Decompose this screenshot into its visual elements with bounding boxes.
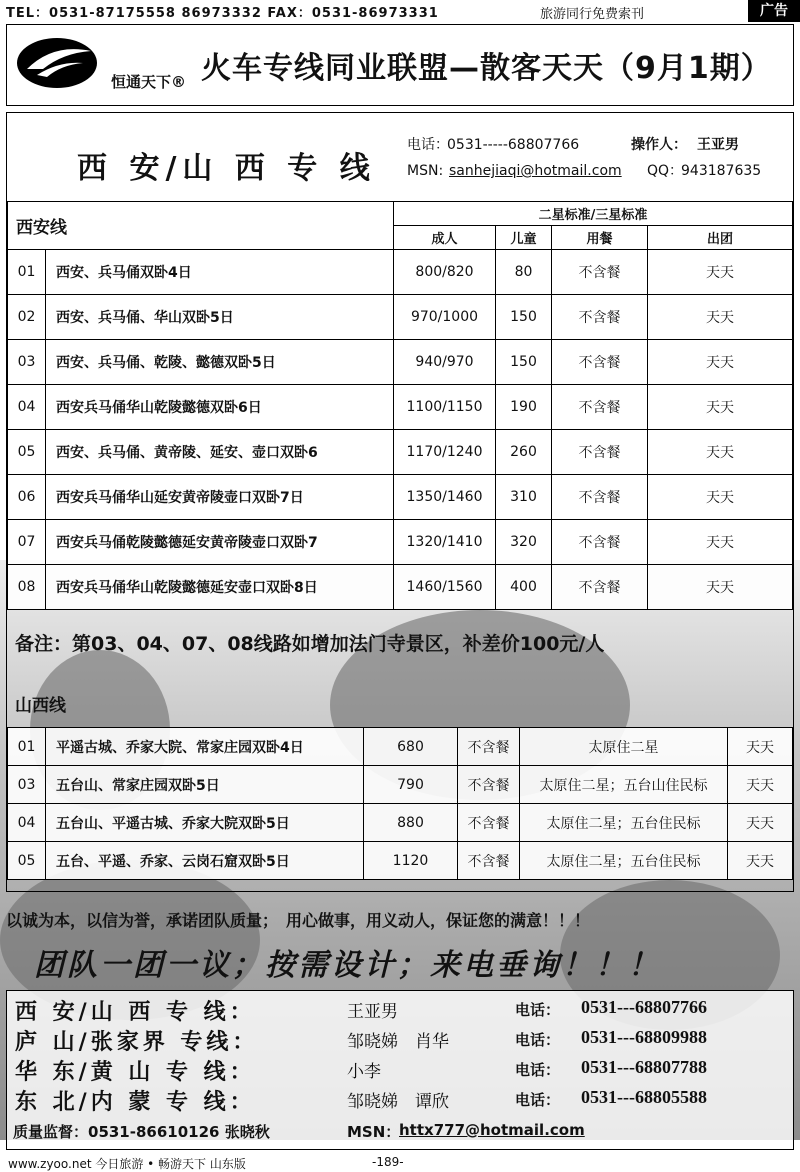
shanxi-route-table (7, 727, 793, 880)
line-contact: 小李 (347, 1062, 381, 1082)
accommodation: 太原住二星；五台住民标 (520, 842, 728, 880)
meal: 不含餐 (552, 565, 648, 610)
meal: 不含餐 (552, 430, 648, 475)
route-number: 07 (8, 520, 46, 565)
operator-label: 操作人： (631, 137, 687, 153)
adult-price: 1460/1560 (394, 565, 496, 610)
msn-label: MSN: (407, 163, 444, 179)
tel-number: 0531---68807766 (581, 997, 707, 1017)
departure: 天天 (728, 804, 793, 842)
footer (0, 1152, 800, 1172)
route-number: 03 (8, 340, 46, 385)
child-price: 320 (496, 520, 552, 565)
meal: 不含餐 (552, 520, 648, 565)
departure: 天天 (728, 728, 793, 766)
table-row (8, 295, 793, 340)
col-child: 儿童 (496, 226, 552, 250)
table-row (8, 430, 793, 475)
line-name: 华 东/黄 山 专 线： (15, 1059, 256, 1085)
route-number: 06 (8, 475, 46, 520)
col-departure: 出团 (648, 226, 793, 250)
child-price: 400 (496, 565, 552, 610)
shanxi-rows (8, 728, 793, 880)
footer-site: www.zyoo.net 今日旅游 • 畅游天下 山东版 (8, 1157, 246, 1171)
table-row (8, 842, 793, 880)
adult-price: 940/970 (394, 340, 496, 385)
table-row (8, 385, 793, 430)
standard-header: 二星标准/三星标准 (394, 202, 793, 226)
operator-name: 王亚男 (697, 137, 739, 153)
departure: 天天 (728, 766, 793, 804)
meal: 不含餐 (458, 804, 520, 842)
departure: 天天 (648, 430, 793, 475)
departure: 天天 (648, 295, 793, 340)
table-row (8, 565, 793, 610)
price: 680 (364, 728, 458, 766)
top-contact: TEL：0531-87175558 86973332 FAX：0531-86973331 (6, 6, 439, 21)
departure: 天天 (648, 385, 793, 430)
tel-number: 0531---68809988 (581, 1027, 707, 1047)
tel-value: 0531-----68807766 (447, 137, 580, 153)
tel-label: 电话： (515, 1061, 561, 1079)
meal: 不含餐 (552, 340, 648, 385)
table-row (8, 766, 793, 804)
route-name: 西安兵马俑乾陵懿德延安黄帝陵壶口双卧7 (46, 520, 394, 565)
meal: 不含餐 (458, 842, 520, 880)
col-meal: 用餐 (552, 226, 648, 250)
header (6, 24, 794, 106)
line-name: 庐 山/张家界 专线： (15, 1029, 259, 1055)
route-number: 04 (8, 385, 46, 430)
adult-price: 800/820 (394, 250, 496, 295)
route-number: 05 (8, 430, 46, 475)
meal: 不含餐 (552, 250, 648, 295)
table-row (8, 475, 793, 520)
qq-value: 943187635 (681, 163, 762, 179)
child-price: 150 (496, 295, 552, 340)
price: 790 (364, 766, 458, 804)
table-row (8, 340, 793, 385)
route-number: 04 (8, 804, 46, 842)
meal: 不含餐 (552, 385, 648, 430)
route-name: 平遥古城、乔家大院、常家庄园双卧4日 (46, 728, 364, 766)
route-name: 西安兵马俑华山乾陵懿德双卧6日 (46, 385, 394, 430)
departure: 天天 (648, 250, 793, 295)
ad-badge: 广告 (748, 0, 800, 22)
adult-price: 1100/1150 (394, 385, 496, 430)
route-name: 西安、兵马俑、华山双卧5日 (46, 295, 394, 340)
child-price: 190 (496, 385, 552, 430)
msn-value[interactable]: sanhejiaqi@hotmail.com (449, 163, 622, 179)
tel-label: 电话： (515, 1001, 561, 1019)
accommodation: 太原住二星 (520, 728, 728, 766)
route-number: 01 (8, 728, 46, 766)
table-row (8, 804, 793, 842)
adult-price: 970/1000 (394, 295, 496, 340)
accommodation: 太原住二星；五台住民标 (520, 804, 728, 842)
line-contact: 邹晓娣 肖华 (347, 1032, 449, 1052)
meal: 不含餐 (458, 766, 520, 804)
meal: 不含餐 (552, 475, 648, 520)
route-name: 西安兵马俑华山延安黄帝陵壶口双卧7日 (46, 475, 394, 520)
tel-number: 0531---68807788 (581, 1057, 707, 1077)
xian-rows (8, 250, 793, 610)
price: 880 (364, 804, 458, 842)
line-contact: 王亚男 (347, 1002, 398, 1022)
line-contact: 邹晓娣 谭欣 (347, 1092, 449, 1112)
route-name: 西安、兵马俑、乾陵、懿德双卧5日 (46, 340, 394, 385)
route-name: 西安、兵马俑、黄帝陵、延安、壶口双卧6 (46, 430, 394, 475)
panel-title: 西 安/山 西 专 线 (77, 151, 376, 186)
route-name: 五台山、平遥古城、乔家大院双卧5日 (46, 804, 364, 842)
departure: 天天 (648, 520, 793, 565)
meal: 不含餐 (552, 295, 648, 340)
adult-price: 1170/1240 (394, 430, 496, 475)
adult-price: 1320/1410 (394, 520, 496, 565)
child-price: 310 (496, 475, 552, 520)
route-number: 02 (8, 295, 46, 340)
child-price: 260 (496, 430, 552, 475)
departure: 天天 (648, 565, 793, 610)
service-slogan: 以诚为本，以信为誉，承诺团队质量； 用心做事，用义动人，保证您的满意！！！ (6, 911, 591, 930)
departure: 天天 (728, 842, 793, 880)
tel-label: 电话： (515, 1091, 561, 1109)
page-title: 火车专线同业联盟—散客天天（9月1期） (201, 51, 772, 86)
xian-route-table (7, 201, 793, 610)
publication-subtitle: 旅游同行免费索刊 (540, 7, 645, 22)
shanxi-section-title: 山西线 (15, 696, 66, 716)
tel-number: 0531---68805588 (581, 1087, 707, 1107)
child-price: 80 (496, 250, 552, 295)
child-price: 150 (496, 340, 552, 385)
qq-label: QQ： (647, 163, 684, 179)
price: 1120 (364, 842, 458, 880)
table-row (8, 250, 793, 295)
table-row (8, 520, 793, 565)
route-number: 01 (8, 250, 46, 295)
call-slogan: 团队一团一议；按需设计；来电垂询！！！ (34, 948, 661, 983)
contact-box (6, 990, 794, 1150)
departure: 天天 (648, 475, 793, 520)
adult-price: 1350/1460 (394, 475, 496, 520)
route-number: 05 (8, 842, 46, 880)
route-panel (6, 112, 794, 892)
route-number: 08 (8, 565, 46, 610)
accommodation: 太原住二星；五台山住民标 (520, 766, 728, 804)
table-row (8, 728, 793, 766)
msn-link[interactable]: httx777@hotmail.com (399, 1121, 585, 1139)
meal: 不含餐 (458, 728, 520, 766)
line-name: 西 安/山 西 专 线： (15, 999, 256, 1025)
route-name: 西安、兵马俑双卧4日 (46, 250, 394, 295)
company-logo (13, 35, 107, 91)
col-adult: 成人 (394, 226, 496, 250)
departure: 天天 (648, 340, 793, 385)
page-number: -189- (372, 1155, 404, 1169)
route-name: 五台山、常家庄园双卧5日 (46, 766, 364, 804)
line-name: 东 北/内 蒙 专 线： (15, 1089, 256, 1115)
route-name: 西安兵马俑华山乾陵懿德延安壶口双卧8日 (46, 565, 394, 610)
tel-label: 电话： (515, 1031, 561, 1049)
msn-label: MSN： (347, 1123, 401, 1141)
route-name: 五台、平遥、乔家、云岗石窟双卧5日 (46, 842, 364, 880)
tel-label: 电话： (407, 137, 449, 153)
route-note: 备注：第03、04、07、08线路如增加法门寺景区，补差价100元/人 (15, 633, 605, 655)
top-bar (0, 0, 800, 22)
brand-name: 恒通天下® (111, 73, 187, 91)
quality-supervision: 质量监督：0531-86610126 张晓秋 (13, 1123, 270, 1141)
xian-section-title: 西安线 (8, 202, 394, 250)
route-number: 03 (8, 766, 46, 804)
